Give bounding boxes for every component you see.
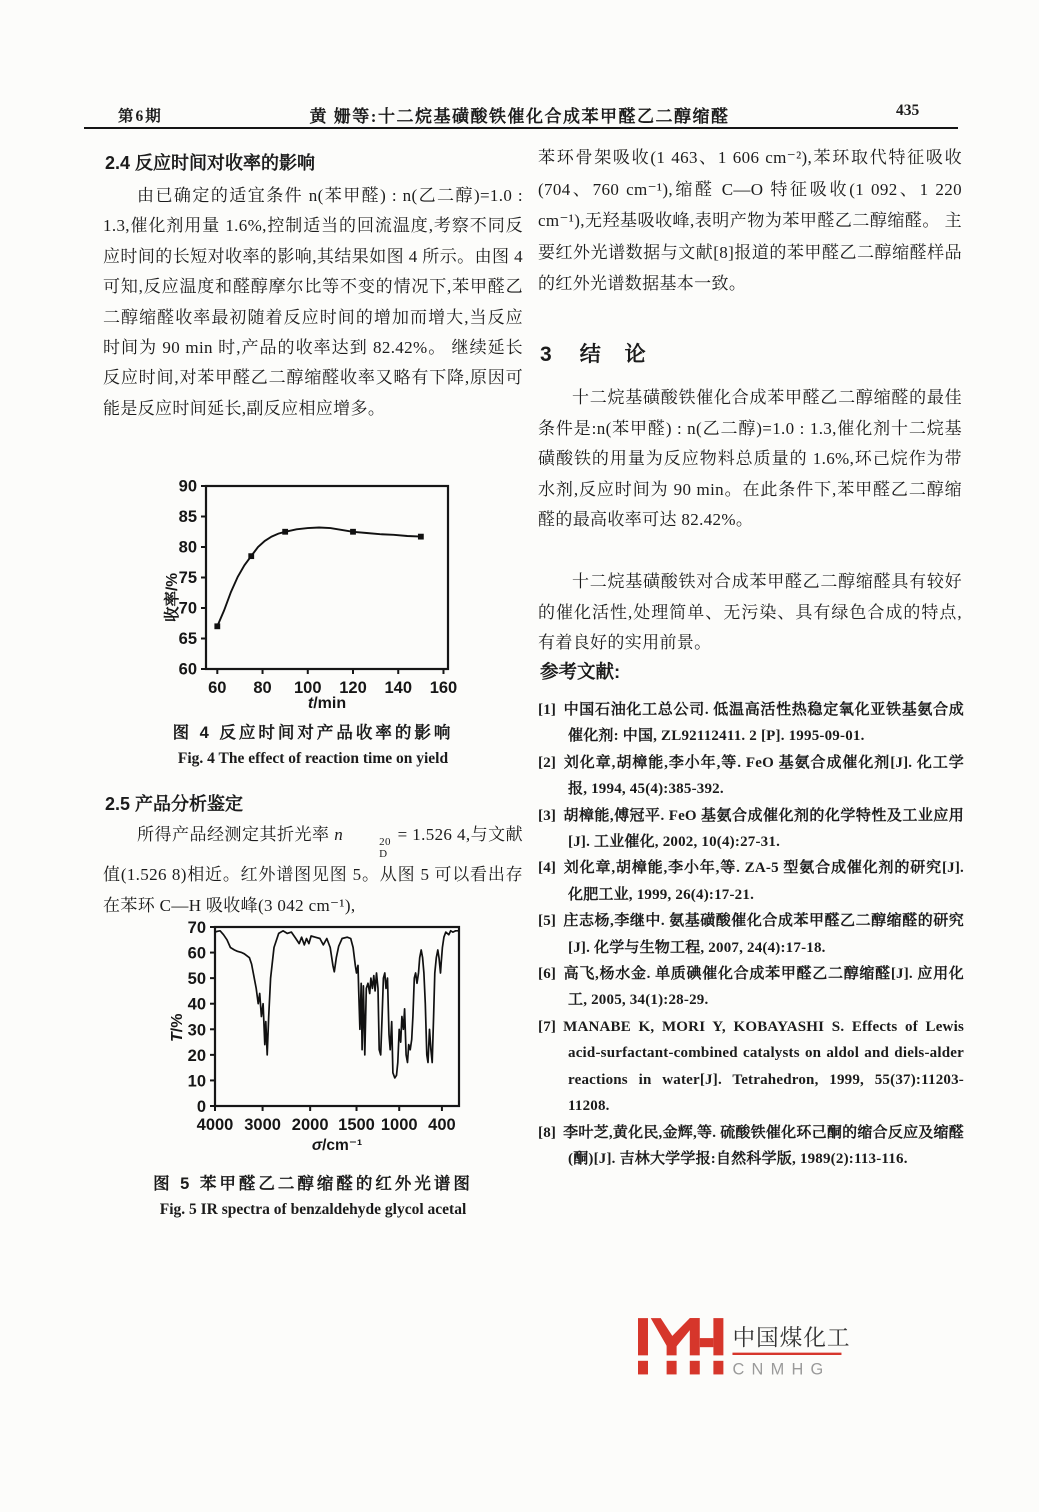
svg-text:400: 400 bbox=[428, 1116, 456, 1134]
svg-text:85: 85 bbox=[178, 508, 197, 526]
figure-4 bbox=[158, 477, 478, 727]
reference-item: [2] 刘化章,胡樟能,李小年,等. FeO 基氨合成催化剂[J]. 化工学报, 1994, 45(4):385-392. bbox=[538, 754, 964, 798]
svg-text:20: 20 bbox=[187, 1046, 206, 1065]
page-number: 435 bbox=[896, 102, 920, 119]
svg-text:1500: 1500 bbox=[338, 1116, 375, 1134]
header-rule bbox=[84, 127, 958, 129]
svg-text:60: 60 bbox=[208, 679, 227, 697]
figure-5 bbox=[157, 920, 497, 1170]
logo-underline bbox=[732, 1353, 841, 1355]
figure-4-y-axis-label: 收率/% bbox=[164, 572, 181, 622]
myh-logo-mark bbox=[638, 1318, 723, 1374]
reference-item: [4] 刘化章,胡樟能,李小年,等. ZA-5 型氨合成催化剂的研究[J]. 化肥工业, 1999, 26(4):17-21. bbox=[538, 860, 964, 903]
figure-4-caption-en: Fig. 4 The effect of reaction time on yield bbox=[177, 750, 449, 767]
reference-item: [7] MANABE K, MORI Y, KOBAYASHI S. Effects of Lewis acid-surfactant-combined catalysts on aldol and diels-alder reactions in water[J]. Tetrahedron, 1999, 55(37):11203-11208. bbox=[538, 1018, 964, 1115]
figure-5-y-axis-label: T/% bbox=[169, 1013, 186, 1042]
journal-issue: 第6期 bbox=[118, 108, 163, 125]
svg-text:90: 90 bbox=[178, 477, 197, 496]
section-2-5-heading: 2.5 产品分析鉴定 bbox=[105, 794, 244, 814]
svg-text:70: 70 bbox=[178, 599, 197, 618]
section-2-5-continuation-paragraph: 苯环骨架吸收(1 463、1 606 cm⁻²),苯环取代特征吸收(704、760 cm⁻¹),缩醛 C—O 特征吸收(1 092、1 220 cm⁻¹),无羟基吸收峰,表明产物为苯甲醛乙二醇缩醛。 主要红外光谱数据与文献[8]报道的苯甲醛乙二醇缩醛样品的红外光谱数据基本一致。 bbox=[538, 148, 962, 294]
reference-item: [3] 胡樟能,傅冠平. FeO 基氨合成催化剂的化学特性及工业应用[J]. 工业催化, 2002, 10(4):27-31. bbox=[538, 807, 964, 851]
svg-text:160: 160 bbox=[429, 679, 458, 697]
svg-text:3000: 3000 bbox=[244, 1116, 281, 1134]
svg-text:40: 40 bbox=[187, 995, 206, 1014]
svg-text:75: 75 bbox=[178, 569, 197, 587]
refractive-index-symbol: n bbox=[334, 825, 344, 844]
references-list bbox=[538, 697, 964, 1172]
svg-text:1000: 1000 bbox=[380, 1116, 418, 1134]
section-3-paragraph-1: 十二烷基磺酸铁催化合成苯甲醛乙二醇缩醛的最佳条件是:n(苯甲醛) : n(乙二醇)=1.0 : 1.3,催化剂十二烷基磺酸铁的用量为反应物料总质量的 1.6%,环己烷作为带水剂,反应时间为 90 min。在此条件下,苯甲醛乙二醇缩醛的最高收率可达 82.42%。 bbox=[538, 388, 962, 530]
refractive-index-supsub: 20 D bbox=[379, 836, 391, 860]
svg-text:10: 10 bbox=[187, 1072, 206, 1091]
figure-5-x-axis-label: σ/cm⁻¹ bbox=[311, 1137, 363, 1154]
svg-text:80: 80 bbox=[178, 538, 197, 557]
svg-text:30: 30 bbox=[187, 1021, 206, 1040]
section-2-5-paragraph: 所得产品经测定其折光率 n 20 D = 1.526 4,与文献值(1.526 8)相近。红外谱图见图 5。从图 5 可以看出存在苯环 C—H 吸收峰(3 042 cm⁻¹), bbox=[103, 825, 523, 915]
figure-4-yield-chart bbox=[158, 477, 458, 697]
svg-text:80: 80 bbox=[253, 679, 272, 697]
figure-5-caption-zh: 图 5 苯甲醛乙二醇缩醛的红外光谱图 bbox=[153, 1175, 473, 1193]
references-heading: 参考文献: bbox=[540, 661, 621, 682]
svg-text:120: 120 bbox=[339, 679, 367, 697]
publisher-watermark bbox=[638, 1318, 856, 1385]
figure-4-x-axis-label: t/min bbox=[307, 695, 347, 712]
svg-text:4000: 4000 bbox=[196, 1116, 234, 1134]
svg-text:2000: 2000 bbox=[291, 1116, 329, 1134]
svg-text:140: 140 bbox=[384, 679, 413, 697]
section-2-4-paragraph: 由已确定的适宜条件 n(苯甲醛) : n(乙二醇)=1.0 : 1.3,催化剂用量 1.6%,控制适当的回流温度,考察不同反应时间的长短对收率的影响,其结果如图 4 所示。由图 4 可知,反应温度和醛醇摩尔比等不变的情况下,苯甲醛乙二醇缩醛收率最初随着反应时间的增加而增大,当反应时间为 90 min 时,产品的收率达到 82.42%。 继续延长反应时间,对苯甲醛乙二醇缩醛收率又略有下降,原因可能是反应时间延长,副反应相应增多。 bbox=[103, 186, 523, 418]
svg-text:70: 70 bbox=[187, 920, 206, 937]
svg-text:100: 100 bbox=[294, 679, 322, 697]
reference-item: [5] 庄志杨,李继中. 氨基磺酸催化合成苯甲醛乙二醇缩醛的研究[J]. 化学与生物工程, 2007, 24(4):17-18. bbox=[538, 913, 964, 956]
svg-text:60: 60 bbox=[187, 944, 206, 963]
figure-5-caption-en: Fig. 5 IR spectra of benzaldehyde glycol acetal bbox=[159, 1201, 467, 1218]
svg-text:60: 60 bbox=[178, 660, 197, 679]
svg-text:0: 0 bbox=[196, 1098, 206, 1116]
svg-text:65: 65 bbox=[178, 630, 197, 648]
reference-item: [6] 高飞,杨水金. 单质碘催化合成苯甲醛乙二醇缩醛[J]. 应用化工, 2005, 34(1):28-29. bbox=[538, 966, 964, 1009]
reference-item: [1] 中国石油化工总公司. 低温高活性热稳定氧化亚铁基氨合成催化剂: 中国, ZL92112411. 2 [P]. 1995-09-01. bbox=[538, 702, 964, 745]
section-3-heading: 3 结论 bbox=[540, 343, 670, 366]
section-2-4-heading: 2.4 反应时间对收率的影响 bbox=[105, 153, 316, 173]
figure-5-ir-spectrum bbox=[157, 920, 487, 1134]
reference-item: [8] 李叶芝,黄化民,金辉,等. 硫酸铁催化环己酮的缩合反应及缩醛(酮)[J]. 吉林大学学报:自然科学版, 1989(2):113-116. bbox=[538, 1124, 964, 1167]
logo-text-chinese: 中国煤化工 bbox=[732, 1324, 851, 1351]
figure-4-caption-zh: 图 4 反应时间对产品收率的影响 bbox=[172, 724, 454, 742]
running-title: 黄 姗等:十二烷基磺酸铁催化合成苯甲醛乙二醇缩醛 bbox=[309, 107, 730, 126]
section-3-paragraph-2: 十二烷基磺酸铁对合成苯甲醛乙二醇缩醛具有较好的催化活性,处理简单、无污染、具有绿色合成的特点,有着良好的实用前景。 bbox=[538, 572, 962, 653]
cnmhg-logo bbox=[638, 1318, 856, 1380]
svg-text:50: 50 bbox=[187, 970, 206, 989]
logo-text-latin: CNMHG bbox=[732, 1360, 831, 1379]
